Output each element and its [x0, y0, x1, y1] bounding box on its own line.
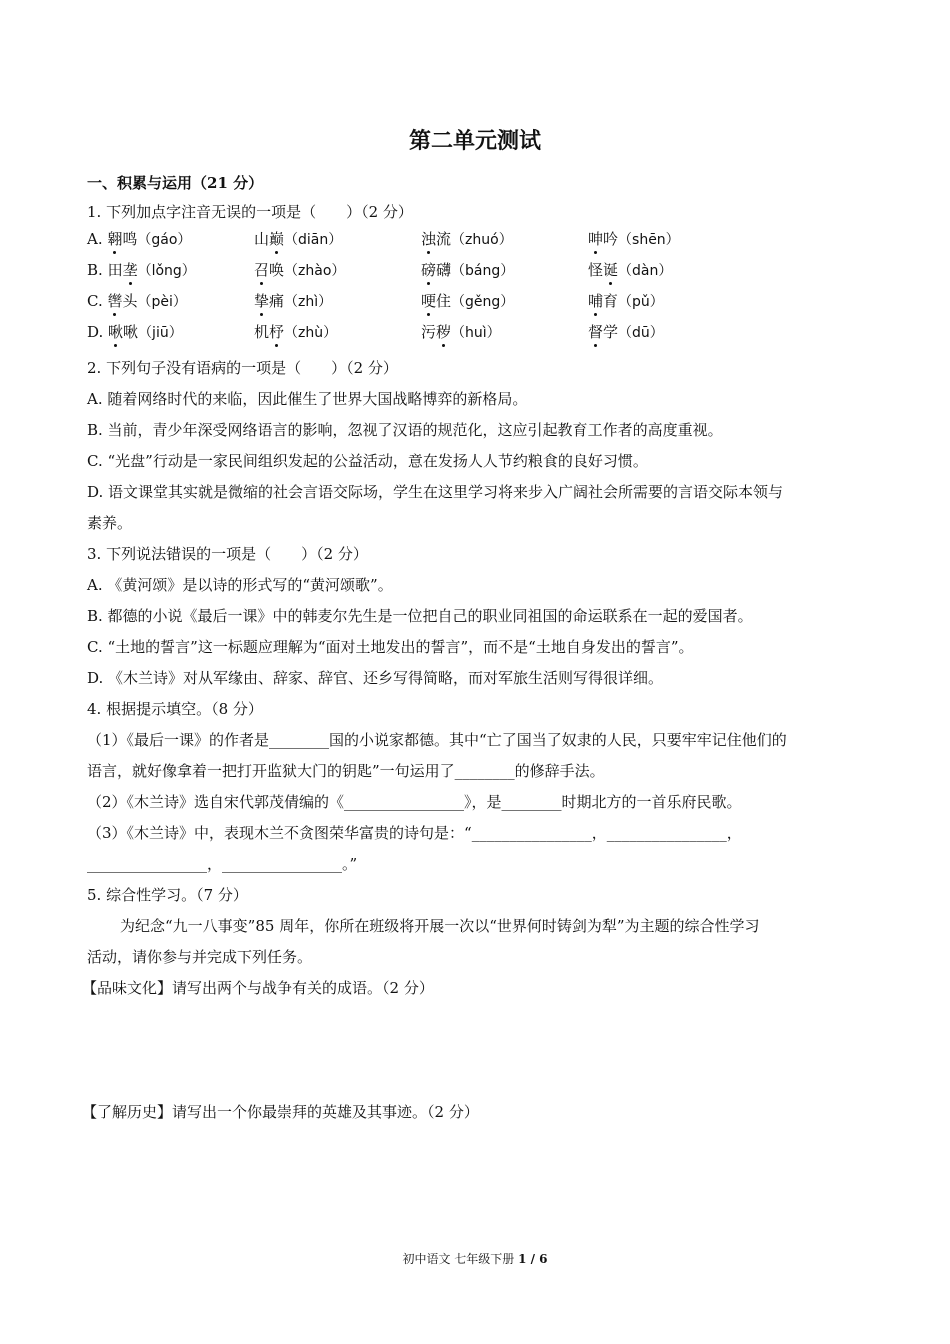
dotted-char: 挚: [254, 292, 270, 310]
pinyin-annotation: （zhù）: [284, 325, 338, 341]
pinyin-annotation: （zhào）: [284, 263, 346, 279]
dotted-char: 督: [588, 323, 604, 341]
word-char: 山: [254, 230, 270, 248]
word-char: 机: [254, 323, 270, 341]
option-label: D.: [87, 323, 109, 341]
question-1-option-a-word-2: [254, 229, 342, 250]
word-char: 住: [436, 292, 452, 310]
pinyin-annotation: （huì）: [451, 325, 501, 341]
pinyin-annotation: （zhuó）: [451, 232, 513, 248]
question-1-option-b-word-3: [421, 260, 514, 281]
question-2-stem: 2. 下列句子没有语病的一项是（ ）（2 分）: [87, 359, 398, 377]
question-4-part-3: （3）《木兰诗》中，表现木兰不贪图荣华富贵的诗句是：“________________，________________，: [87, 824, 742, 842]
dotted-char: 哺: [588, 292, 604, 310]
dotted-char: 啾: [108, 323, 124, 341]
dotted-char: 磅: [421, 261, 437, 279]
dotted-char: 呻: [588, 230, 604, 248]
word-char: 怪: [588, 261, 604, 279]
pinyin-annotation: （jiū）: [138, 325, 183, 341]
page-title: 第二单元测试: [408, 128, 541, 154]
question-3-option-c: C. “土地的誓言”这一标题应理解为“面对土地发出的誓言”，而不是“土地自身发出的誓言”。: [87, 638, 694, 656]
pinyin-annotation: （pǔ）: [618, 294, 664, 310]
question-1-option-d-word-2: [254, 322, 337, 343]
question-2-option-a: A. 随着网络时代的来临，因此催生了世界大国战略博弈的新格局。: [87, 390, 528, 408]
dotted-char: 杼: [269, 323, 285, 341]
word-char: 污: [421, 323, 437, 341]
question-1-option-a-word-1: [87, 229, 191, 250]
question-4-part-2: （2）《木兰诗》选自宋代郭茂倩编的《________________》，是________时期北方的一首乐府民歌。: [87, 793, 742, 811]
question-1-option-d-word-4: [588, 322, 664, 343]
question-1-stem: 1. 下列加点字注音无误的一项是（ ）（2 分）: [87, 203, 413, 221]
question-5-stem: 5. 综合性学习。（7 分）: [87, 886, 248, 904]
question-1-option-c-word-4: [588, 291, 664, 312]
page-number: 1 / 6: [518, 1252, 548, 1266]
option-label: A.: [87, 230, 108, 248]
pinyin-annotation: （pèi）: [137, 294, 187, 310]
pinyin-annotation: （gáo）: [137, 232, 192, 248]
word-char: 礴: [436, 261, 452, 279]
question-2-option-d: D. 语文课堂其实就是微缩的社会言语交际场，学生在这里学习将来步入广阔社会所需要的言语交际本领与: [87, 483, 784, 501]
dotted-char: 秽: [436, 323, 452, 341]
pinyin-annotation: （báng）: [451, 263, 515, 279]
word-char: 吟: [603, 230, 619, 248]
word-char: 头: [122, 292, 138, 310]
pinyin-annotation: （dàn）: [618, 263, 673, 279]
dotted-char: 翱: [107, 230, 123, 248]
dotted-char: 辔: [107, 292, 123, 310]
dotted-char: 浊: [421, 230, 437, 248]
word-char: 鸣: [122, 230, 138, 248]
question-1-option-d-word-1: [87, 322, 183, 343]
option-label: C.: [87, 292, 108, 310]
question-1-option-b-word-2: [254, 260, 345, 281]
question-2-option-d-cont: 素养。: [87, 514, 133, 532]
pinyin-annotation: （diān）: [284, 232, 343, 248]
word-char: 流: [436, 230, 452, 248]
pinyin-annotation: （lǒng）: [137, 263, 196, 279]
pinyin-annotation: （gěng）: [451, 294, 515, 310]
question-4-part-1-cont: 语言，就好像拿着一把打开监狱大门的钥匙”一句运用了________的修辞手法。: [87, 762, 605, 780]
word-char: 育: [603, 292, 619, 310]
question-4-part-1: （1）《最后一课》的作者是________国的小说家都德。其中“亡了国当了奴隶的人民，只要牢牢记住他们的: [87, 731, 787, 749]
question-1-option-a-word-4: [588, 229, 680, 250]
dotted-char: 诞: [603, 261, 619, 279]
page-footer: [0, 1250, 950, 1267]
question-2-option-c: C. “光盘”行动是一家民间组织发起的公益活动，意在发扬人人节约粮食的良好习惯。: [87, 452, 648, 470]
question-5-task-culture: 【品味文化】请写出两个与战争有关的成语。（2 分）: [82, 979, 434, 997]
question-5-intro-cont: 活动，请你参与并完成下列任务。: [87, 948, 313, 966]
option-label: B.: [87, 261, 108, 279]
question-5-intro: 为纪念“九一八事变”85 周年，你所在班级将开展一次以“世界何时铸剑为犁”为主题的综合性学习: [120, 917, 760, 935]
dotted-char: 巅: [269, 230, 285, 248]
pinyin-annotation: （dū）: [618, 325, 664, 341]
question-3-stem: 3. 下列说法错误的一项是（ ）（2 分）: [87, 545, 368, 563]
footer-text: 初中语文 七年级下册: [402, 1252, 519, 1266]
question-1-option-d-word-3: [421, 322, 501, 343]
dotted-char: 哽: [421, 292, 437, 310]
word-char: 啾: [123, 323, 139, 341]
word-char: 唤: [269, 261, 285, 279]
word-char: 痛: [269, 292, 285, 310]
question-1-option-b-word-1: [87, 260, 196, 281]
pinyin-annotation: （shēn）: [618, 232, 680, 248]
question-1-option-c-word-1: [87, 291, 187, 312]
word-char: 田: [107, 261, 123, 279]
question-5-task-history: 【了解历史】请写出一个你最崇拜的英雄及其事迹。（2 分）: [82, 1103, 479, 1121]
question-1-option-b-word-4: [588, 260, 672, 281]
question-2-option-b: B. 当前，青少年深受网络语言的影响，忽视了汉语的规范化，这应引起教育工作者的高度重视。: [87, 421, 723, 439]
question-4-part-3-cont: ________________，________________。”: [87, 855, 358, 873]
question-3-option-a: A. 《黄河颂》是以诗的形式写的“黄河颂歌”。: [87, 576, 393, 594]
question-3-option-d: D. 《木兰诗》对从军缘由、辞家、辞官、还乡写得简略，而对军旅生活则写得很详细。: [87, 669, 664, 687]
dotted-char: 垄: [122, 261, 138, 279]
question-1-option-a-word-3: [421, 229, 513, 250]
section-heading: 一、积累与运用（21 分）: [87, 174, 264, 192]
question-1-option-c-word-3: [421, 291, 514, 312]
dotted-char: 召: [254, 261, 270, 279]
pinyin-annotation: （zhì）: [284, 294, 333, 310]
question-1-option-c-word-2: [254, 291, 332, 312]
question-3-option-b: B. 都德的小说《最后一课》中的韩麦尔先生是一位把自己的职业同祖国的命运联系在一起的爱国者。: [87, 607, 753, 625]
question-4-stem: 4. 根据提示填空。（8 分）: [87, 700, 263, 718]
word-char: 学: [603, 323, 619, 341]
